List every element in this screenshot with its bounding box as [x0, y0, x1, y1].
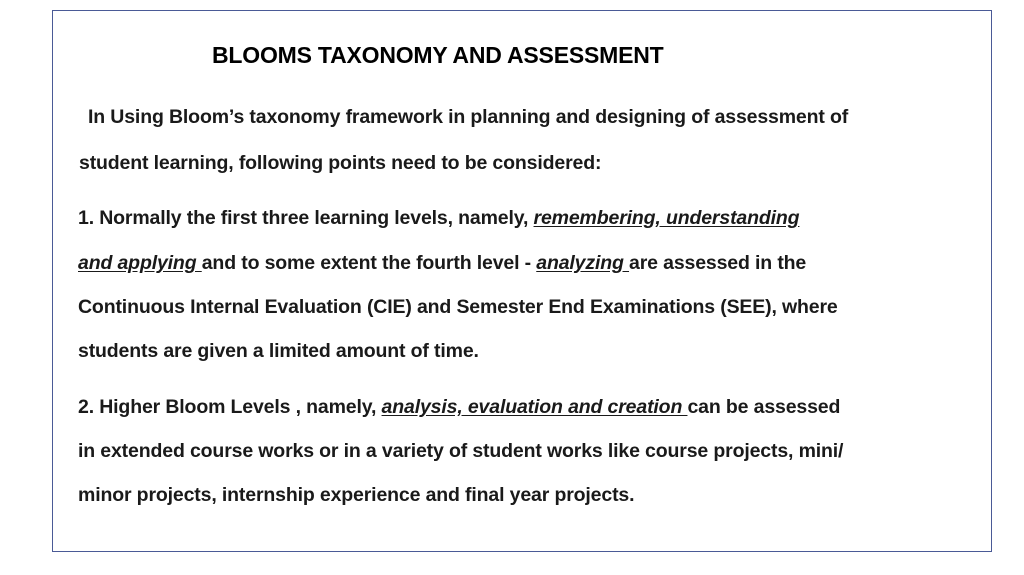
bloom-levels-emphasis: remembering, understanding: [533, 207, 800, 229]
point-1-text: and to some extent the fourth level -: [201, 252, 537, 274]
point-1-text: are assessed in the: [629, 252, 807, 274]
bloom-levels-emphasis: and applying: [78, 252, 202, 274]
point-2-line-3: minor projects, internship experience and final year projects.: [78, 484, 635, 506]
point-1-line-3: Continuous Internal Evaluation (CIE) and Semester End Examinations (SEE), where: [78, 296, 838, 318]
point-2-text: 2. Higher Bloom Levels , namely,: [78, 396, 382, 418]
point-1-text: 1. Normally the first three learning levels, namely,: [78, 207, 534, 229]
slide-frame: [52, 10, 992, 552]
point-1-line-1: [78, 207, 799, 230]
higher-levels-emphasis: analysis, evaluation and creation: [381, 396, 688, 418]
intro-line-2: student learning, following points need to be considered:: [79, 152, 602, 174]
analyzing-emphasis: analyzing: [536, 252, 630, 274]
point-2-line-2: in extended course works or in a variety of student works like course projects, mini/: [78, 440, 844, 462]
point-1-line-4: students are given a limited amount of time.: [78, 340, 479, 362]
point-2-line-1: [78, 396, 840, 419]
slide-title: BLOOMS TAXONOMY AND ASSESSMENT: [212, 42, 664, 68]
point-2-text: can be assessed: [687, 396, 841, 418]
intro-line-1: In Using Bloom’s taxonomy framework in planning and designing of assessment of: [88, 106, 849, 128]
point-1-line-2: [78, 252, 806, 275]
